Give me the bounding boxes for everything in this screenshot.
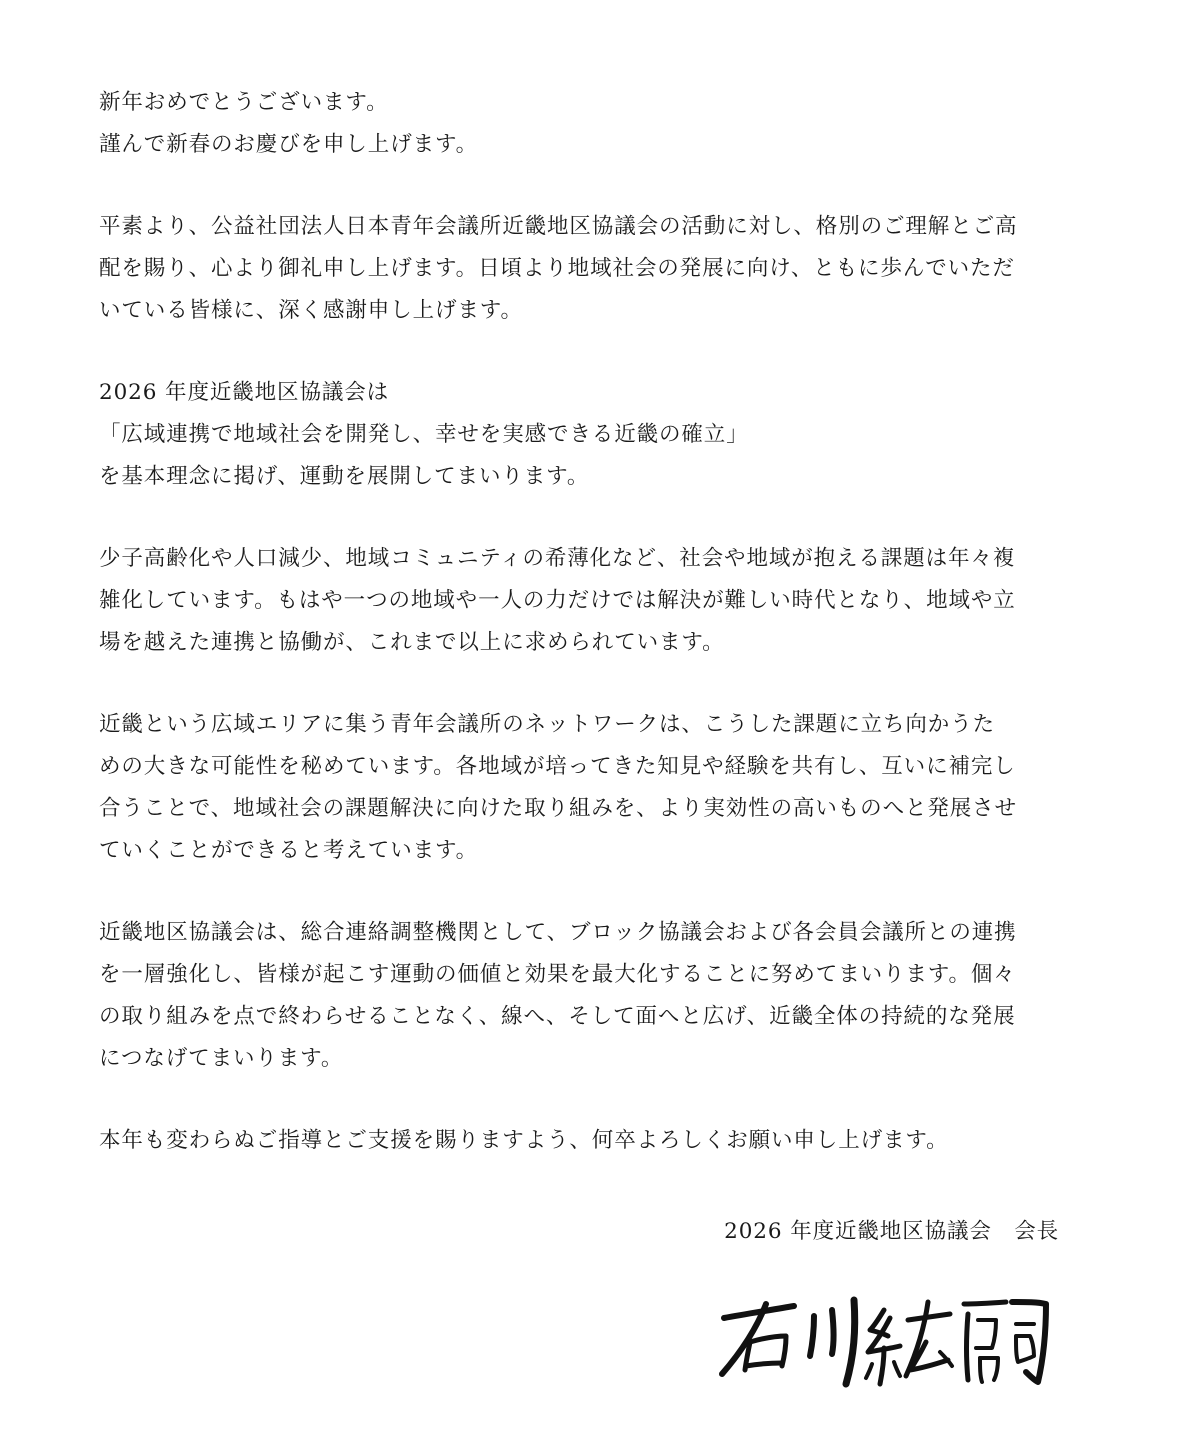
text-line: いている皆様に、深く感謝申し上げます。 — [99, 298, 523, 323]
paragraph-closing — [99, 1120, 1089, 1162]
paragraph-thanks — [99, 206, 1089, 332]
text-line: 平素より、公益社団法人日本青年会議所近畿地区協議会の活動に対し、格別のご理解とご高 — [99, 214, 1018, 239]
text-line: 雑化しています。もはや一つの地域や一人の力だけでは解決が難しい時代となり、地域や立 — [99, 588, 1016, 613]
text-line: 合うことで、地域社会の課題解決に向けた取り組みを、より実効性の高いものへと発展させ — [99, 796, 1017, 821]
text-line: につなげてまいります。 — [99, 1046, 344, 1071]
paragraph-network — [99, 704, 1089, 872]
paragraph-greeting — [99, 82, 1089, 166]
letter-body — [99, 82, 1089, 1162]
text-line: を基本理念に掲げ、運動を展開してまいります。 — [99, 464, 590, 489]
paragraph-challenges — [99, 538, 1089, 664]
text-line: 近畿という広域エリアに集う青年会議所のネットワークは、こうした課題に立ち向かうた — [99, 712, 996, 737]
paragraph-philosophy — [99, 372, 1089, 498]
text-line: 本年も変わらぬご指導とご支援を賜りますよう、何卒よろしくお願い申し上げます。 — [99, 1128, 949, 1153]
text-line: 配を賜り、心より御礼申し上げます。日頃より地域社会の発展に向け、ともに歩んでいただ — [99, 256, 1015, 281]
text-line: めの大きな可能性を秘めています。各地域が培ってきた知見や経験を共有し、互いに補完し — [99, 754, 1016, 779]
handwritten-signature — [716, 1290, 1056, 1390]
text-line: 新年おめでとうございます。 — [99, 90, 389, 115]
text-line: の取り組みを点で終わらせることなく、線へ、そして面へと広げ、近畿全体の持続的な発展 — [99, 1004, 1016, 1029]
text-line: を一層強化し、皆様が起こす運動の価値と効果を最大化することに努めてまいります。個々 — [99, 962, 1016, 987]
text-line: 謹んで新春のお慶びを申し上げます。 — [99, 132, 479, 157]
text-line: 場を越えた連携と協働が、これまで以上に求められています。 — [99, 630, 725, 655]
text-line: 「広域連携で地域社会を開発し、幸せを実感できる近畿の確立」 — [99, 422, 749, 447]
text-line: 近畿地区協議会は、総合連絡調整機関として、ブロック協議会および各会員会議所との連携 — [99, 920, 1017, 945]
paragraph-commitment — [99, 912, 1089, 1080]
text-line: 2026 年度近畿地区協議会は — [99, 380, 390, 405]
text-line: 少子高齢化や人口減少、地域コミュニティの希薄化など、社会や地域が抱える課題は年々複 — [99, 546, 1016, 571]
text-line: ていくことができると考えています。 — [99, 838, 479, 863]
sender-title: 2026 年度近畿地区協議会 会長 — [724, 1219, 1059, 1244]
